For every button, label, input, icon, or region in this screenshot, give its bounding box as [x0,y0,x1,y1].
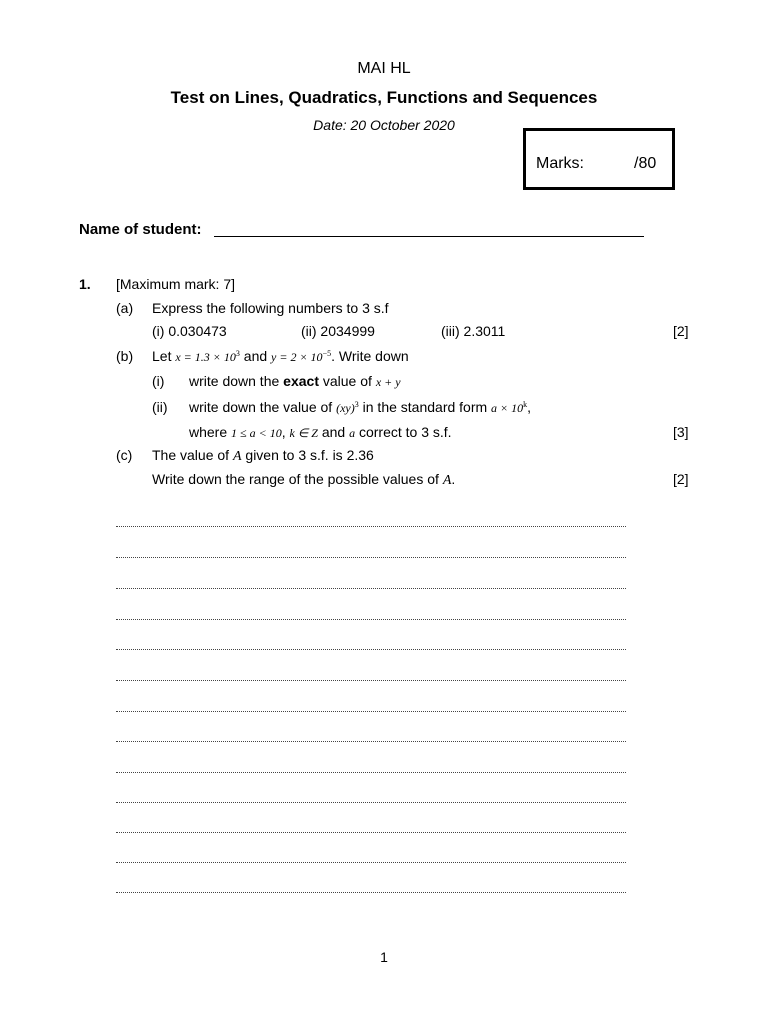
condition-a-range: 1 ≤ a < 10 [231,426,282,440]
student-name-line[interactable] [214,236,644,237]
answer-line[interactable] [116,862,626,863]
test-date: Date: 20 October 2020 [313,117,455,133]
marks-box [523,128,675,190]
student-name-label: Name of student: [79,221,202,238]
answer-line[interactable] [116,649,626,650]
part-a-text: Express the following numbers to 3 s.f [152,300,389,316]
answer-line[interactable] [116,711,626,712]
standard-form-expr: $a \times 10^k$ [491,400,528,415]
part-b-ii-label: (ii) [152,399,168,415]
answer-line[interactable] [116,832,626,833]
condition-a-var: a [349,426,356,440]
part-a-label: (a) [116,300,134,316]
part-a-item-i: (i) 0.030473 [152,323,227,339]
answer-line[interactable] [116,557,626,558]
condition-k-integer: k ∈ Z [289,426,318,440]
question-number: 1. [79,276,91,292]
answer-line[interactable] [116,588,626,589]
xy-cubed-expr: (xy)$^3$ [336,400,359,415]
variable-a-2: A [442,473,452,488]
part-b-ii-condition: where 1 ≤ a < 10, k ∈ Z and a correct to 3 s.f. [189,424,452,440]
part-b-i-text: write down the exact value of x + y [189,373,401,389]
answer-line[interactable] [116,619,626,620]
part-b-write-down: . Write down [331,348,409,364]
part-b-label: (b) [116,348,134,364]
part-c-label: (c) [116,447,133,463]
question-max-mark: [Maximum mark: 7] [116,276,236,292]
part-b-let: Let [152,348,172,364]
test-title: Test on Lines, Quadratics, Functions and Sequences [170,88,598,107]
x-definition: $x = 1.3 \times 10^3$ [175,349,240,364]
answer-line[interactable] [116,892,626,893]
part-b-ii-text: write down the value of (xy)$^3$ in the standard form $a \times 10^k$, [189,399,532,415]
part-c-text-line2: Write down the range of the possible values of A. [152,471,456,488]
part-a-marks: [2] [673,323,689,339]
marks-total: /80 [634,155,657,172]
part-a-item-ii: (ii) 2034999 [301,323,375,339]
answer-line[interactable] [116,741,626,742]
part-c-marks: [2] [673,471,689,487]
part-a-item-iii: (iii) 2.3011 [441,323,506,339]
course-name: MAI HL [357,60,411,77]
part-b-intro [152,348,409,365]
part-c-text: The value of A given to 3 s.f. is 2.36 [152,447,374,464]
marks-label: Marks: [536,155,584,172]
part-b-and: and [243,348,268,364]
page-number: 1 [380,949,388,965]
part-b-marks: [3] [673,424,689,440]
x-plus-y-expr: x + y [375,375,401,389]
part-b-i-label: (i) [152,373,165,389]
answer-line[interactable] [116,772,626,773]
variable-a: A [232,449,242,464]
answer-line[interactable] [116,526,626,527]
y-definition: $y = 2 \times 10^{-5}$ [271,349,332,364]
answer-line[interactable] [116,680,626,681]
answer-line[interactable] [116,802,626,803]
